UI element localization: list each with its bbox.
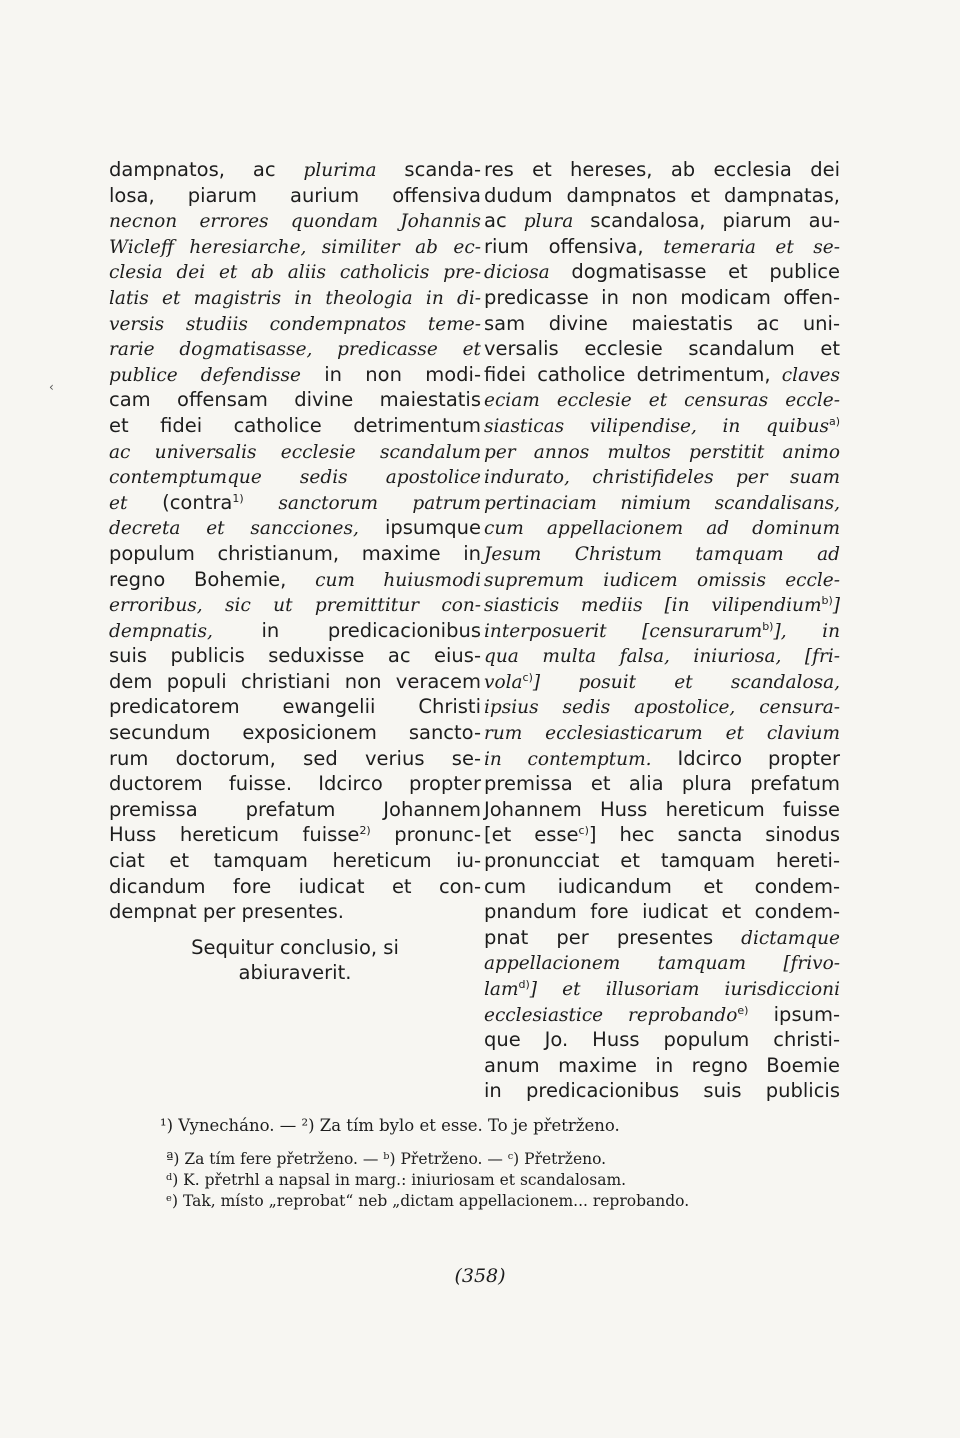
text-line: premissa prefatum Johannem <box>109 797 481 821</box>
text-line: pertinaciam nimium scandalisans, <box>484 492 840 514</box>
text-line: lam$^{d)}$] et illusoriam iurisdiccioni <box>484 978 840 1000</box>
critical-note: ª) Za tím fere přetrženo. — ᵇ) Přetrženo. — ᶜ) Přetrženo. <box>166 1150 607 1168</box>
text-line: appellacionem tamquam [frivo- <box>484 953 840 975</box>
section-heading: Sequitur conclusio, si <box>191 935 399 959</box>
text-line: predicasse in non modicam offen- <box>484 285 840 309</box>
text-line: ciat et tamquam hereticum iu- <box>109 849 481 873</box>
page-number: (358) <box>454 1265 506 1287</box>
right-column <box>484 157 840 1104</box>
text-line: pnat per presentes dictamque <box>484 925 840 949</box>
text-line: decreta et sancciones, ipsumque <box>109 516 481 540</box>
text-line: res et hereses, ab ecclesia dei <box>484 158 840 181</box>
text-line: latis et magistris in theologia in di- <box>109 287 481 309</box>
text-line: [et esse$^{c)}$] hec sancta sinodus <box>484 823 840 847</box>
text-line: diciosa dogmatisasse et publice <box>484 260 840 284</box>
text-line: ac universalis ecclesie scandalum <box>109 441 481 463</box>
text-line: dempnatis, in predicacionibus <box>109 618 481 642</box>
text-line: contemptumque sedis apostolice <box>109 467 481 489</box>
text-line: clesia dei et ab aliis catholicis pre- <box>109 262 481 284</box>
text-line: Jesum Christum tamquam ad <box>484 543 840 565</box>
text-line: pnandum fore iudicat et condem- <box>484 900 840 924</box>
text-line: indurato, christifideles per suam <box>484 467 840 489</box>
text-line: ipsius sedis apostolice, censura- <box>484 697 840 719</box>
text-line: versis studiis condempnatos teme- <box>109 313 481 335</box>
text-line: pronuncciat et tamquam hereti- <box>484 849 840 873</box>
text-line: et (contra$^{1)}$ sanctorum patrum <box>109 490 481 514</box>
left-column <box>109 157 481 986</box>
text-line: dem populi christiani non veracem <box>109 669 481 693</box>
text-line: losa, piarum aurium offensiva <box>109 183 481 207</box>
text-line: vola$^{c)}$] posuit et scandalosa, <box>484 670 840 693</box>
text-line: in contemptum. Idcirco propter <box>484 746 840 770</box>
text-line: rium offensiva, temeraria et se- <box>484 234 840 258</box>
text-line: qua multa falsa, iniuriosa, [fri- <box>484 646 840 668</box>
text-line: secundum exposicionem sancto- <box>109 721 481 745</box>
margin-mark: ‹ <box>49 380 54 394</box>
critical-note: ᵈ) K. přetrhl a napsal in marg.: iniuriosam et scandalosam. <box>166 1171 627 1189</box>
text-line: Huss hereticum fuisse$^{2)}$ pronunc- <box>109 823 481 847</box>
text-line: regno Bohemie, cum huiusmodi <box>109 567 481 591</box>
text-line: dudum dampnatos et dampnatas, <box>484 183 840 207</box>
text-line: anum maxime in regno Boemie <box>484 1053 840 1077</box>
text-line: Wicleff heresiarche, similiter ab ec- <box>109 236 481 258</box>
text-line: supremum iudicem omissis eccle- <box>484 569 840 591</box>
section-heading: abiuraverit. <box>238 961 352 985</box>
text-line: eciam ecclesie et censuras eccle- <box>484 390 840 412</box>
text-line: predicatorem ewangelii Christi <box>109 695 481 719</box>
footnote-main: ¹) Vynecháno. — ²) Za tím bylo et esse. To je přetrženo. <box>160 1116 620 1135</box>
text-line: populum christianum, maxime in <box>109 541 481 565</box>
text-line: erroribus, sic ut premittitur con- <box>109 595 481 617</box>
text-line: siasticis mediis [in vilipendium$^{b)}$] <box>484 594 840 617</box>
text-line: cum iudicandum et condem- <box>484 874 840 898</box>
footnotes <box>160 1115 800 1212</box>
text-line: dempnat per presentes. <box>109 900 344 924</box>
text-line: fidei catholice detrimentum, claves <box>484 362 840 386</box>
text-line: suis publicis seduxisse ac eius- <box>109 644 481 668</box>
text-line: Johannem Huss hereticum fuisse <box>484 797 840 821</box>
text-line: necnon errores quondam Johannis <box>109 211 481 233</box>
text-line: que Jo. Huss populum christi- <box>484 1028 840 1052</box>
text-line: siasticas vilipendise, in quibus$^{a)}$ <box>484 414 840 437</box>
text-line: per annos multos perstitit animo <box>484 441 840 463</box>
text-line: premissa et alia plura prefatum <box>484 772 840 796</box>
text-line: versalis ecclesie scandalum et <box>484 337 840 361</box>
text-line: cam offensam divine maiestatis <box>109 388 481 412</box>
text-line: dicandum fore iudicat et con- <box>109 874 481 898</box>
text-line: interposuerit [censurarum$^{b)}$], in <box>484 619 840 642</box>
text-line: rarie dogmatisasse, predicasse et <box>109 339 481 361</box>
text-line: ductorem fuisse. Idcirco propter <box>109 772 481 796</box>
text-line: rum doctorum, sed verius se- <box>109 746 481 770</box>
text-line: ac plura scandalosa, piarum au- <box>484 209 840 233</box>
text-line: cum appellacionem ad dominum <box>484 518 840 540</box>
text-line: publice defendisse in non modi- <box>109 362 481 386</box>
text-line: sam divine maiestatis ac uni- <box>484 311 840 335</box>
critical-note: ᵉ) Tak, místo „reprobat“ neb „dictam appellacionem... reprobando. <box>166 1192 690 1210</box>
critical-apparatus <box>166 1149 800 1212</box>
text-line: ecclesiastice reprobando$^{e)}$ ipsum- <box>484 1002 840 1026</box>
text-line: dampnatos, ac plurima scanda- <box>109 158 481 181</box>
text-line: rum ecclesiasticarum et clavium <box>484 723 840 745</box>
text-line: et fidei catholice detrimentum <box>109 413 481 437</box>
text-line: in predicacionibus suis publicis <box>484 1079 840 1103</box>
